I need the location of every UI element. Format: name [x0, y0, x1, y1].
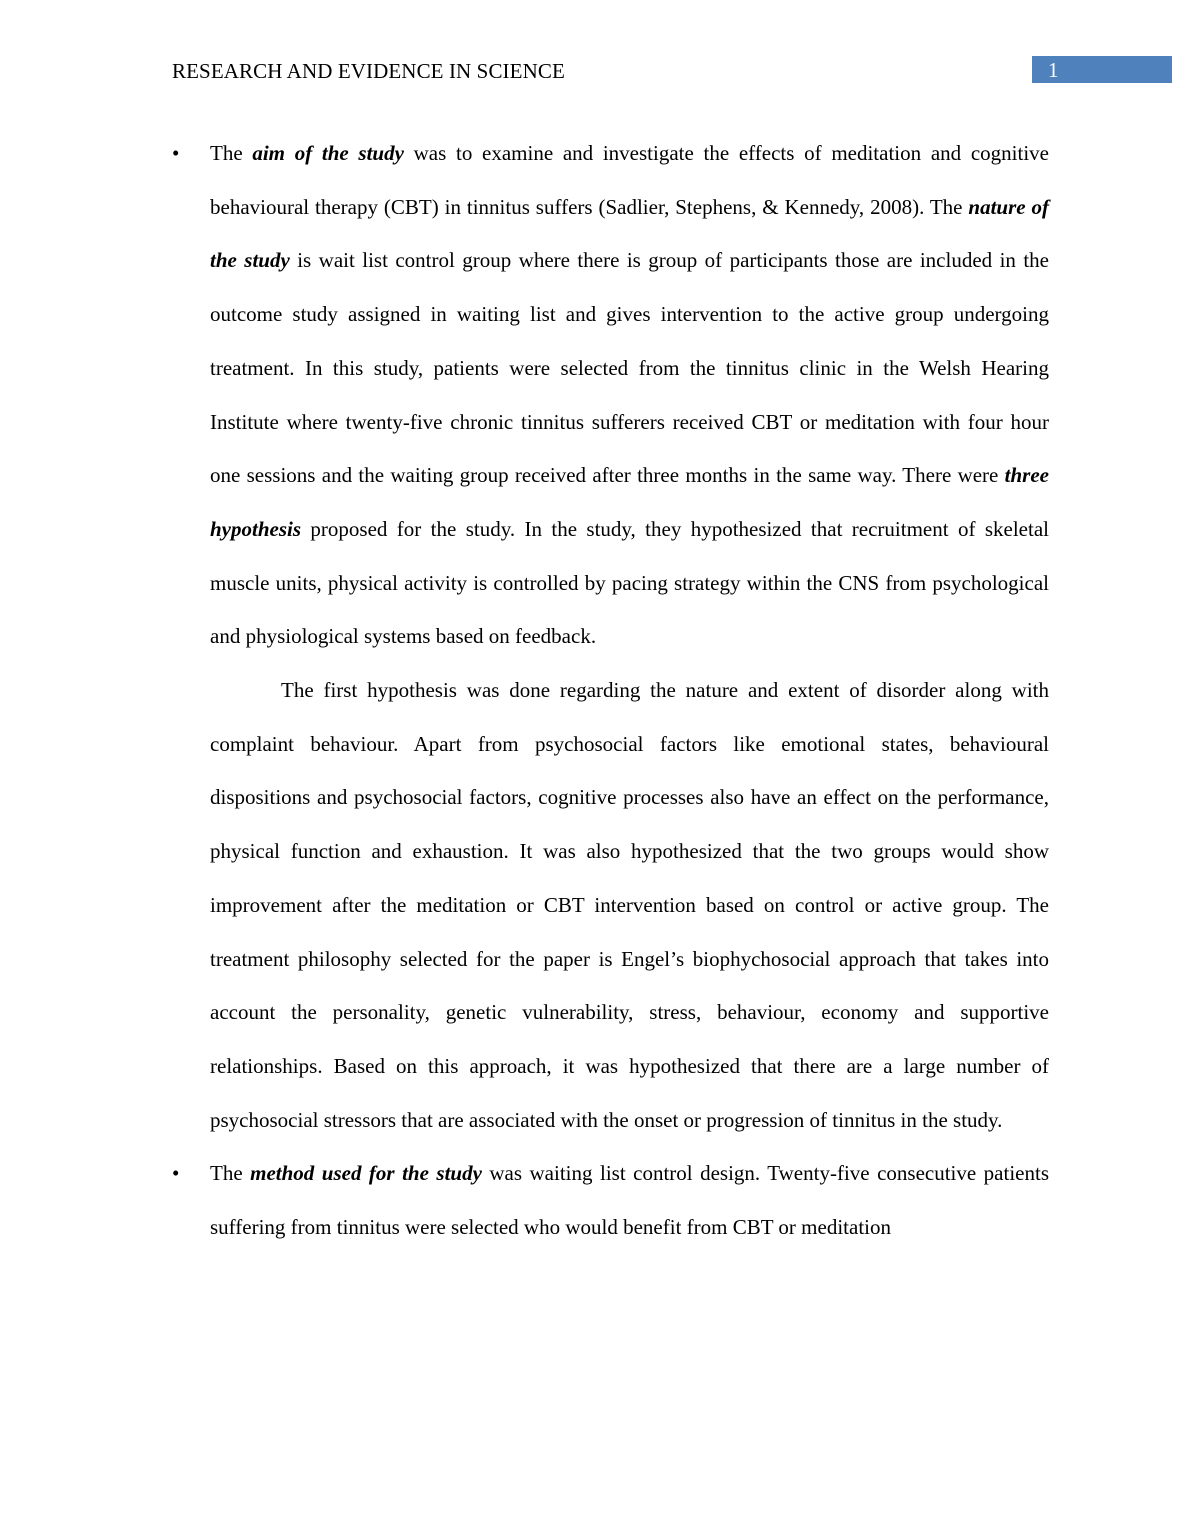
running-header-title: RESEARCH AND EVIDENCE IN SCIENCE [172, 59, 565, 83]
text-run: was to examine and investigate the effects of meditation and cognitive behavioural therapy (CBT) in tinnitus suffers (Sadlier, Stephens, & Kennedy, 2008). The [210, 141, 1049, 219]
paragraph-hypothesis: The first hypothesis was done regarding the nature and extent of disorder along with complaint behaviour. Apart from psychosocial factors like emotional states, behavioural dispositions and psychosocial factors, cognitive processes also have an effect on the performance, physical function and exhaustion. It was also hypothesized that the two groups would show improvement after the meditation or CBT intervention based on control or active group. The treatment philosophy selected for the paper is Engel’s biophychosocial approach that takes into account the personality, genetic vulnerability, stress, behaviour, economy and supportive relationships. Based on this approach, it was hypothesized that there are a large number of psychosocial stressors that are associated with the onset or progression of tinnitus in the study. [210, 678, 1049, 1132]
text-run: The [210, 1161, 251, 1186]
text-run: is wait list control group where there is group of participants those are included in the outcome study assigned in waiting list and gives intervention to the active group undergoing treatment. In this study, patients were selected from the tinnitus clinic in the Welsh Hearing Institute where twenty-five chronic tinnitus sufferers received CBT or meditation with four hour one sessions and the waiting group received after three months in the same way. There were [210, 248, 1049, 488]
page-number: 1 [1048, 58, 1059, 82]
emphasis-three-hypothesis: three hypothesis [210, 463, 1049, 541]
text-run: The [210, 141, 253, 165]
text-run: was waiting list control design. Twenty-five consecutive patients suffering from tinnitus were selected who would benefit from CBT or meditation [210, 1161, 1049, 1240]
paragraph-aim [172, 127, 1049, 664]
bullet-icon: • [172, 1161, 180, 1186]
page-number-box [1032, 56, 1172, 83]
text-run: proposed for the study. In the study, they hypothesized that recruitment of skeletal muscle units, physical activity is controlled by pacing strategy within the CNS from psychological and physiological systems based on feedback. [210, 516, 1049, 649]
paragraph-method [172, 1147, 1049, 1254]
emphasis-nature-of-study: nature of the study [210, 194, 1049, 273]
emphasis-method-used: method used for the study [250, 1161, 482, 1186]
emphasis-aim-of-study: aim of the study [252, 141, 404, 165]
bullet-icon: • [172, 141, 180, 165]
document-body [172, 127, 1049, 1255]
